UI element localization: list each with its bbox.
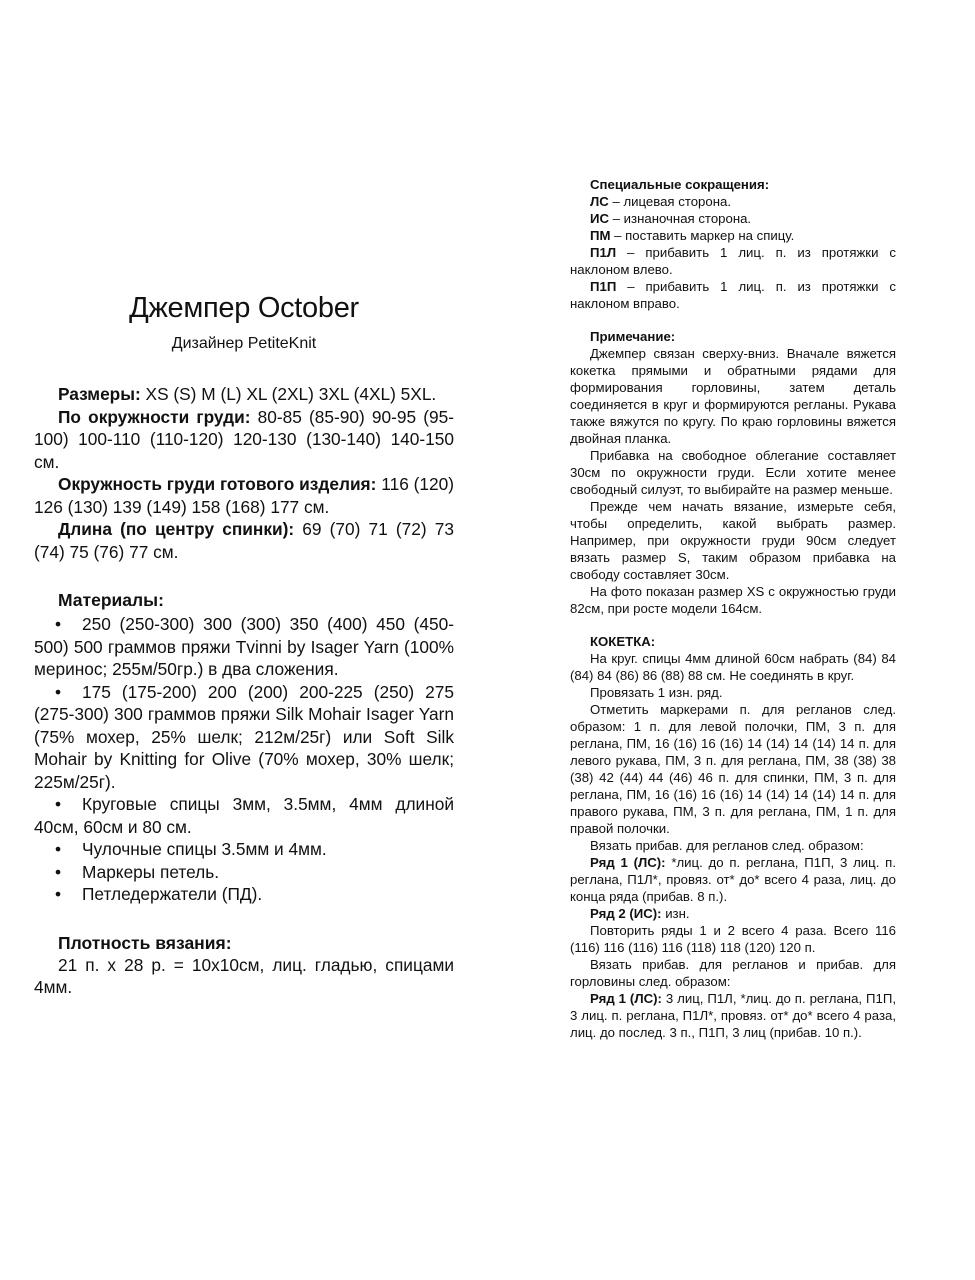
- right-column: [570, 176, 896, 1041]
- note-paragraph: Прибавка на свободное облегание составляет 30см по окружности груди. Если хотите менее свободный силуэт, то выбирайте на размер меньше.: [570, 448, 896, 497]
- abbr-item: ЛС – лицевая сторона.: [590, 194, 732, 209]
- sizes-label: Размеры:: [58, 384, 141, 404]
- abbr-heading: Специальные сокращения:: [590, 177, 770, 192]
- designer-credit: Дизайнер PetiteKnit: [171, 335, 317, 352]
- list-item: • Петледержатели (ПД).: [54, 884, 263, 904]
- yoke-paragraph: Вязать прибав. для регланов и прибав. для горловины след. образом:: [570, 957, 896, 989]
- yoke-row: Ряд 1 (ЛС): *лиц. до п. реглана, П1П, 3 лиц. п. реглана, П1Л*, провяз. от* до* всего 4 раза, лиц. до конца ряда (прибав. 8 п.).: [570, 855, 896, 904]
- finished-chest-text: 116 (120) 126 (130) 139 (149) 158 (168) 177 см.: [34, 474, 454, 517]
- length-label: Длина (по центру спинки):: [58, 519, 295, 539]
- note-paragraph: Джемпер связан сверху-вниз. Вначале вяжется кокетка прямыми и обратными рядами для формирования горловины, затем деталь соединяется в круг и формируются регланы. Рукава также вяжутся по кругу. По краю горловины вяжется двойная планка.: [570, 346, 896, 446]
- finished-chest-label: Окружность груди готового изделия:: [58, 474, 377, 494]
- yoke-heading: КОКЕТКА:: [590, 634, 656, 649]
- list-item: • Чулочные спицы 3.5мм и 4мм.: [54, 839, 327, 859]
- abbr-item: ПМ – поставить маркер на спицу.: [590, 228, 795, 243]
- list-item: • Маркеры петель.: [54, 861, 220, 882]
- length-line: [34, 518, 454, 563]
- note-paragraph: На фото показан размер XS с окружностью груди 82см, при росте модели 164см.: [570, 584, 896, 616]
- chest-label: По окружности груди:: [58, 406, 251, 427]
- chest-line: [34, 406, 454, 474]
- yoke-paragraph: Вязать прибав. для регланов след. образом:: [590, 838, 864, 853]
- list-item: • Круговые спицы 3мм, 3.5мм, 4мм длиной 40см, 60см и 80 см.: [34, 794, 454, 837]
- finished-chest-line: [34, 473, 454, 518]
- left-column: [34, 292, 454, 999]
- yoke-paragraph: Провязать 1 изн. ряд.: [590, 685, 723, 700]
- note-heading: Примечание:: [590, 329, 676, 344]
- materials-list: [34, 613, 454, 906]
- yoke-paragraph: На круг. спицы 4мм длиной 60см набрать (84) 84 (84) 84 (86) 86 (88) 88 см. Не соединять в круг.: [570, 651, 896, 683]
- list-item: • 175 (175-200) 200 (200) 200-225 (250) 275 (275-300) 300 граммов пряжи Silk Mohair Isager Yarn (75% мохер, 25% шелк; 212м/25г) или Soft Silk Mohair by Knitting for Olive (70% мохер, 30% шелк; 225м/25г).: [34, 681, 454, 792]
- abbr-item: П1П – прибавить 1 лиц. п. из протяжки с наклоном вправо.: [570, 279, 896, 311]
- yoke-paragraph: Отметить маркерами п. для регланов след. образом: 1 п. для левой полочки, ПМ, 3 п. для реглана, ПМ, 16 (16) 16 (16) 14 (14) 14 (14) 14 п. для левого рукава, ПМ, 3 п. для реглана, ПМ, 38 (38) 38 (38) 42 (44) 44 (46) 46 п. для спинки, ПМ, 3 п. для реглана, ПМ, 16 (16) 16 (16) 14 (14) 14 (14) 14 п. для правого рукава, ПМ, 3 п. для реглана, ПМ, 1 п. для правой полочки.: [570, 702, 896, 836]
- yoke-row: Ряд 2 (ИС): изн.: [590, 906, 690, 921]
- list-item: • 250 (250-300) 300 (300) 350 (400) 450 (450-500) 500 граммов пряжи Tvinni by Isager Yarn (100% меринос; 255м/50гр.) в два сложения.: [34, 614, 454, 679]
- yoke-paragraph: Повторить ряды 1 и 2 всего 4 раза. Всего 116 (116) 116 (116) 116 (118) 118 (120) 120 п.: [570, 923, 896, 955]
- length-text: 69 (70) 71 (72) 73 (74) 75 (76) 77 см.: [34, 519, 454, 562]
- yoke-row: Ряд 1 (ЛС): 3 лиц, П1Л, *лиц. до п. реглана, П1П, 3 лиц. п. реглана, П1Л*, провяз. от* до* всего 4 раза, лиц. до послед. 3 п., П1П, 3 лиц (прибав. 10 п.).: [570, 991, 896, 1040]
- abbr-item: ИС – изнаночная сторона.: [590, 211, 752, 226]
- abbr-item: П1Л – прибавить 1 лиц. п. из протяжки с наклоном влево.: [570, 245, 896, 277]
- gauge-heading: Плотность вязания:: [58, 932, 232, 953]
- materials-heading: Материалы:: [58, 590, 164, 610]
- page-title: Джемпер October: [129, 292, 359, 324]
- sizes-line: [34, 383, 454, 406]
- gauge-text: 21 п. х 28 р. = 10х10см, лиц. гладью, спицами 4мм.: [34, 954, 454, 997]
- note-paragraph: Прежде чем начать вязание, измерьте себя, чтобы определить, какой выбрать размер. Например, при окружности груди 90см следует вязать размер S, таким образом прибавка на свободу составляет 30см.: [570, 499, 896, 582]
- sizes-text: XS (S) M (L) XL (2XL) 3XL (4XL) 5XL.: [140, 384, 437, 404]
- chest-text: 80-85 (85-90) 90-95 (95-100) 100-110 (110-120) 120-130 (130-140) 140-150 см.: [34, 406, 454, 472]
